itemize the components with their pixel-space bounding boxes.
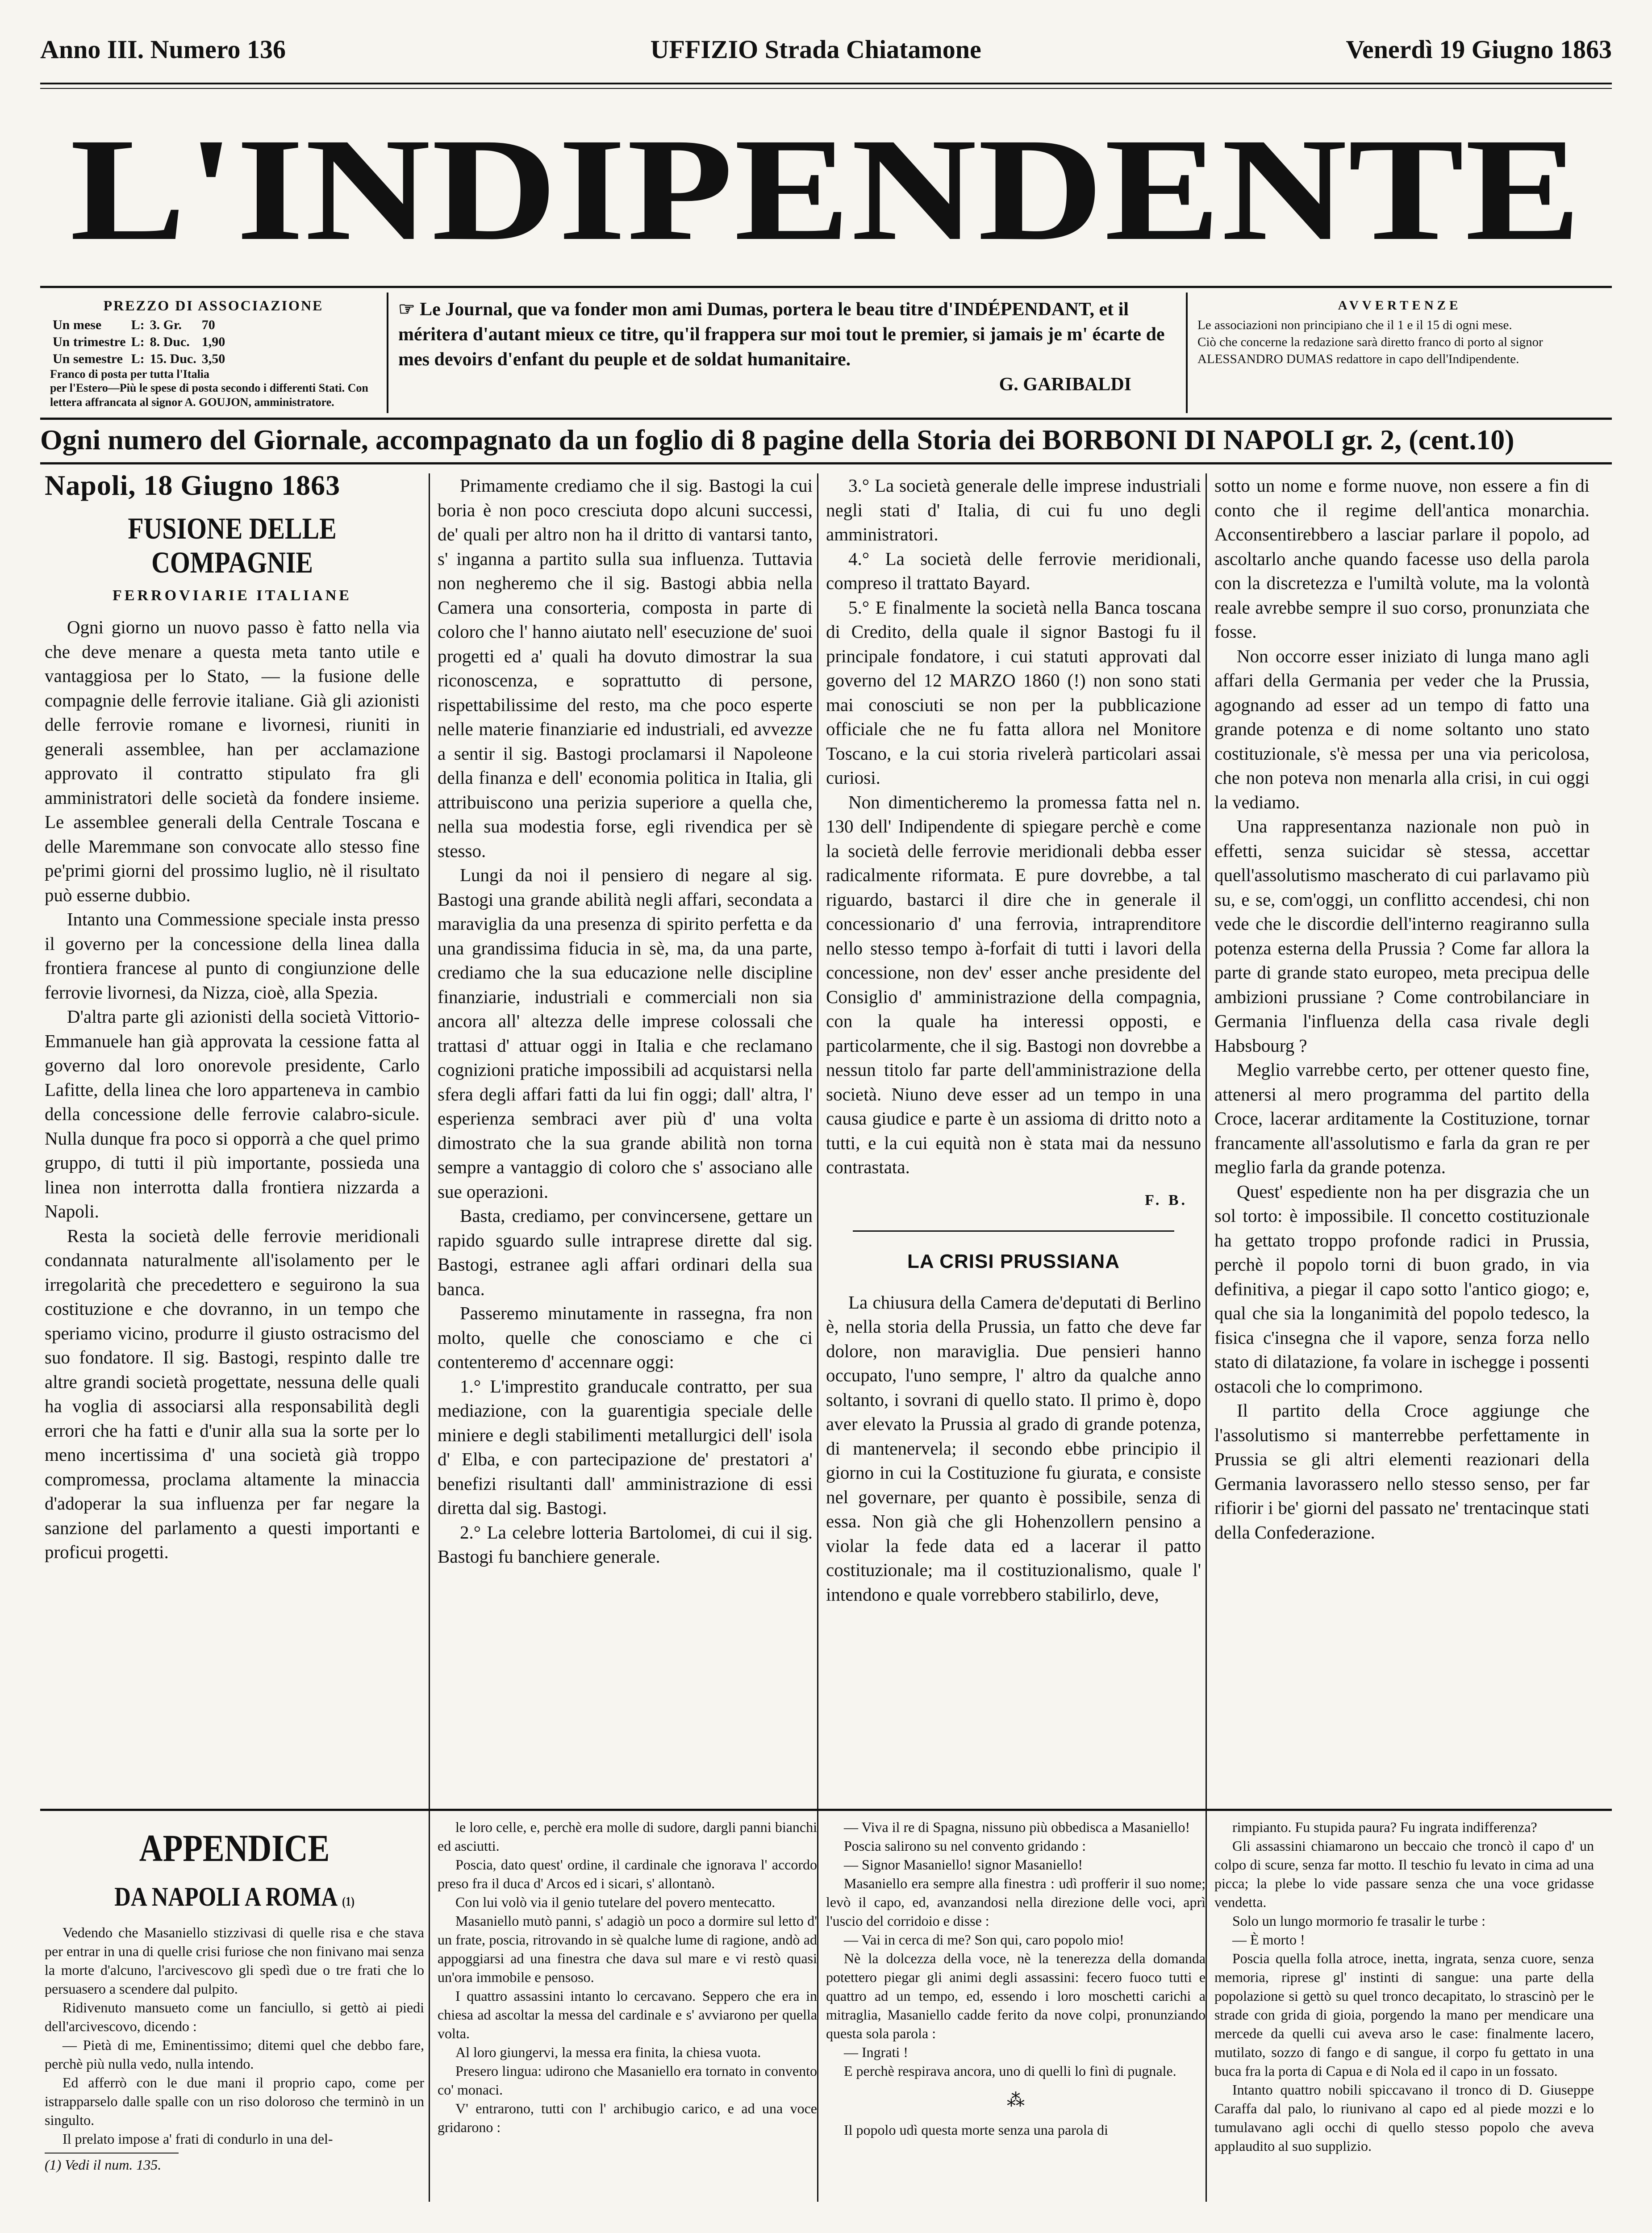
price-period: Un trimestre	[53, 335, 126, 349]
column-rule	[1206, 473, 1207, 2202]
asterism-divider: ⁂	[1007, 2090, 1025, 2110]
infobar-bottom-rule	[40, 418, 1612, 420]
quote-signature: G. GARIBALDI	[999, 374, 1131, 395]
section-divider	[853, 1230, 1174, 1232]
paragraph: E perchè respirava ancora, uno di quelli lo finì di pugnale.	[844, 2063, 1176, 2079]
supplement-banner: Ogni numero del Giornale, accompagnato da un foglio di 8 pagine della Storia dei BORBONI DI NAPOLI gr. 2, (cent.10)	[40, 424, 1514, 456]
paragraph: Quest' espediente non ha per disgrazia che un sol torto: è impossibile. Il concetto costituzionale ha gettato troppo profonde radici in Prussia, perchè il popolo torni di buon grado, in via definitiva, a piegar il capo sotto l'antico giogo; e, qual che sia la longanimità del popolo tedesco, la fisica c'insegna che il vapore, senza forza nello stato di dilatazione, fa volare in ischegge i possenti ostacoli che lo comprimono.	[1214, 1181, 1589, 1397]
paragraph: Il prelato impose a' frati di condurlo in una del-	[63, 2131, 333, 2147]
paragraph: Vedendo che Masaniello stizzivasi di quelle risa e che stava per entrar in una di quelle crisi furiose che non finivano mai senza la morte d'alcuno, l'arcivescovo gli spedì due o tre frati che lo persuasero a scendere dal pulpito.	[45, 1924, 424, 1997]
paragraph: rimpianto. Fu stupida paura? Fu ingrata indifferenza?	[1232, 1819, 1537, 1835]
paragraph: Poscia, dato quest' ordine, il cardinale che ignorava l' accordo preso fra il duca d' Arcos ed i sicari, s' allontanò.	[438, 1857, 817, 1891]
notices	[1188, 293, 1612, 413]
paragraph: 1.° L'imprestito granducale contratto, per sua mediazione, con la guarentigia speciale delle miniere e degli stabilimenti metallurgici dell' isola d' Elba, e con partecipazione de' prestatori a' benefizi risultanti dall' amministrazione di essi diretta dal sig. Bastogi.	[438, 1376, 813, 1518]
paragraph: La chiusura della Camera de'deputati di Berlino è, nella storia della Prussia, un fatto che deve far dolore, non maraviglia. Due pensieri hanno occupato, l'uno sempre, l' altro da qualche anno soltanto, i sovrani di quello stato. Il primo è, dopo aver elevato la Prussia al grado di grande potenza, di mantenervela; il secondo ebbe principio il giorno in cui la Costituzione fu giurata, e consiste nel governare, per quanto è possibile, senza di essa. Non già che gli Hohenzollern pensino a violar la fede data ed a lacerar il patto costituzionale; ma il costituzionalismo, quale l' intendono e quale vorrebbero stabilirlo, deve,	[826, 1292, 1201, 1605]
paragraph: V' entrarono, tutti con l' archibugio carico, e ad una voce gridarono :	[438, 2100, 817, 2135]
garibaldi-quote	[388, 293, 1188, 413]
footnote-mark: (1)	[342, 1895, 355, 1909]
paragraph: 2.° La celebre lotteria Bartolomei, di cui il sig. Bastogi fu banchiere generale.	[438, 1522, 813, 1567]
column-rule	[817, 473, 818, 2202]
paragraph: 5.° E finalmente la società nella Banca toscana di Credito, della quale il signor Bastogi fu il principale fondatore, i cui statuti approvati dal governo del 12 MARZO 1860 (!) non sono stati mai conosciuti se non per la pubblicazione officiale che ne fu fatta allora nel Monitore Toscano, e la cui storia rivelerà particolari assai curiosi.	[826, 597, 1201, 788]
price-value-b: 1,90	[201, 335, 225, 349]
issue-date: Venerdì 19 Giugno 1863	[1346, 34, 1612, 64]
appendix-column-1	[45, 1818, 424, 2233]
paragraph: 4.° La società delle ferrovie meridionali, compreso il trattato Bayard.	[826, 548, 1201, 593]
price-value-a: 15. Duc.	[150, 351, 196, 366]
column-rule	[429, 473, 430, 2202]
article-column-3	[826, 473, 1201, 1804]
prices-heading: PREZZO DI ASSOCIAZIONE	[103, 297, 324, 314]
paragraph: Masaniello era sempre alla finestra : udì profferir il suo nome; levò il capo, ed, avanzandosi nella direzione delle voci, aprì l'uscio del corridoio e disse :	[826, 1875, 1206, 1929]
paragraph: Ridivenuto mansueto come un fanciullo, si gettò ai piedi dell'arcivescovo, dicendo :	[45, 1999, 424, 2034]
dateline: Napoli, 18 Giugno 1863	[45, 473, 341, 501]
section-title: LA CRISI PRUSSIANA	[907, 1250, 1120, 1272]
price-row	[50, 351, 228, 368]
article-headline: FUSIONE DELLE COMPAGNIE	[128, 511, 337, 579]
paragraph: — Pietà di me, Eminentissimo; ditemi quel che debbo fare, perchè più nulla vedo, nulla intendo.	[45, 2037, 424, 2072]
info-bar	[40, 293, 1612, 413]
appendix-column-4	[1214, 1818, 1594, 2233]
subscription-prices	[40, 293, 388, 413]
article-column-1	[45, 473, 420, 1804]
paragraph: Ed afferrò con le due mani il proprio capo, come per istrapparselo dalle spalle con un riso doloroso che terminò in un singulto.	[45, 2074, 424, 2128]
paragraph: Resta la società delle ferrovie meridionali condannata naturalmente all'isolamento per le irregolarità che precedettero e seguirono la sua costituzione e che dovranno, in un tempo che speriamo vicino, produrre il giusto ostracismo del suo fondatore. Il sig. Bastogi, respinto dalle tre altre grandi società progettate, nessuna delle quali ha voglia di associarsi alla responsabilità degli errori che ha fatti e d'unir alla sua la sorte per lo meno incertissima d' una società già troppo compromessa, proclama altamente la minaccia d'adoperar la sua influenza per far negare la sanzione del parlamento a questi importanti e proficui progetti.	[45, 1225, 420, 1562]
paragraph: le loro celle, e, perchè era molle di sudore, dargli panni bianchi ed asciutti.	[438, 1819, 817, 1854]
notices-heading: AVVERTENZE	[1338, 298, 1462, 313]
notice-line: Ciò che concerne la redazione sarà diretto franco di porto al signor ALESSANDRO DUMAS redattore in capo dell'Indipendente.	[1197, 335, 1543, 366]
issue-number: Anno III. Numero 136	[40, 34, 286, 64]
masthead-topline	[40, 31, 1612, 67]
masthead-rule	[40, 83, 1612, 89]
price-currency: L:	[131, 318, 145, 332]
article-signature: F. B.	[1145, 1192, 1188, 1208]
appendix-rule	[40, 1809, 1612, 1811]
paragraph: — Ingrati !	[844, 2044, 908, 2060]
paragraph: Al loro giungervi, la messa era finita, la chiesa vuota.	[455, 2044, 761, 2060]
paragraph: Meglio varrebbe certo, per ottener questo fine, attenersi al mero programma del partito della Croce, lacerar arditamente la Costituzione, tornar francamente all'assolutismo e farla da gran re per meglio farla da grande potenza.	[1214, 1059, 1589, 1177]
article-column-2	[438, 473, 813, 1804]
paragraph: Nè la dolcezza della voce, nè la tenerezza della domanda potettero piegar gli animi degli assassini: fecero fuoco tutti e quattro ad un tempo, ed, essendo i loro moschetti carichi a mitraglia, Masaniello cadde ferito da nove colpi, pronunziando questa sola parola :	[826, 1950, 1206, 2041]
appendix-subtitle-text: DA NAPOLI A ROMA	[114, 1882, 337, 1911]
paragraph: Masaniello mutò panni, s' adagiò un poco a dormire sul letto d' un frate, poscia, ritrovando in sè qualche lume di ragione, andò ad appoggiarsi ad una finestra che dava sul mare e vi restò quasi un'ora immobile e pensoso.	[438, 1913, 817, 1985]
paragraph: Il partito della Croce aggiunge che l'assolutismo si manterrebbe perfettamente in Prussia se gli altri elementi reazionari della Germania lavorassero nello stesso senso, per far rifiorir i be' giorni del passato ne' trentacinque stati della Confederazione.	[1214, 1400, 1589, 1543]
infobar-top-rule	[40, 286, 1612, 288]
paragraph: Passeremo minutamente in rassegna, fra non molto, quelle che conosciamo e che ci contenteremo d' accennare oggi:	[438, 1303, 813, 1372]
paragraph: Gli assassini chiamarono un beccaio che troncò il capo d' un colpo di scure, senza far motto. Il teschio fu levato in cima ad una picca; la plebe lo vide passare senza che una voce gridasse vendetta.	[1214, 1838, 1594, 1910]
paragraph: — Viva il re di Spagna, nissuno più obbedisca a Masaniello!	[844, 1819, 1190, 1835]
paragraph: Poscia quella folla atroce, inetta, ingrata, senza cuore, senza memoria, riprese gl' instinti di sangue: una parte della popolazione si gettò su quel tronco decapitato, lo strascinò per le strade con grida di gioia, porgendo la mano per mendicare una mercede da quelli cui aveva arso le case: finalmente lacero, mutilato, sozzo di fango e di sangue, il corpo fu gettato in una buca fra la porta di Capua e di Nola ed il capo in un fossato.	[1214, 1950, 1594, 2079]
paragraph: Intanto una Commessione speciale insta presso il governo per la concessione della linea dalla frontiera francese al punto di congiunzione delle ferrovie livornesi, da Nizza, cioè, alla Spezia.	[45, 909, 420, 1003]
paragraph: Poscia salirono su nel convento gridando :	[844, 1838, 1086, 1854]
article-column-4	[1214, 473, 1589, 1804]
appendix-column-3	[826, 1818, 1206, 2233]
paragraph: Primamente crediamo che il sig. Bastogi la cui boria è non poco cresciuta dopo alcuni successi, de' quali per altro non ha il dritto di vantarsi tanto, s' inganna a partito sulla sua influenza. Tuttavia non negheremo che il sig. Bastogi abbia nella Camera una consorteria, composta in parte di coloro che l' hanno aiutato nell' esecuzione de' suoi progetti ed a' quali ha dovuto dimostrar la sua riconoscenza, e soprattutto di persone, rispettabilissime del resto, ma che poco esperte nelle materie finanziarie ed industriali, ed avvezze a sentir il sig. Bastogi proclamarsi il Napoleone della finanza e dell' economia politica in Italia, gli attribuiscono una perizia superiore a quella che, nella sua modestia forse, egli rivendica per sè stesso.	[438, 475, 813, 861]
paragraph: Non occorre esser iniziato di lunga mano agli affari della Germania per veder che la Prussia, agognando ad esser ad un tempo di fatto una grande potenza e di nome soltanto uno stato costituzionale, s'è messa per una via pericolosa, che non poteva non menarla alla crisi, in cui oggi la vediamo.	[1214, 645, 1589, 812]
paragraph: — È morto !	[1232, 1932, 1305, 1948]
paragraph: Intanto quattro nobili spiccavano il tronco di D. Giuseppe Caraffa dal palo, lo riunivano al capo ed al piede mozzi e lo tumulavano agli occhi di quello stesso popolo che aveva applaudito al suo supplizio.	[1214, 2082, 1594, 2154]
appendix-title: APPENDICE	[139, 1827, 330, 1869]
price-row	[50, 334, 228, 351]
prices-note: per l'Estero—Più le spese di posta secondo i differenti Stati. Con lettera affrancata al signor A. GOUJON, amministratore.	[50, 381, 368, 409]
paragraph: — Signor Masaniello! signor Masaniello!	[844, 1857, 1083, 1873]
price-region-label: Franco di posta per tutta l'Italia	[50, 368, 210, 381]
price-currency: L:	[131, 335, 145, 349]
price-period: Un semestre	[53, 351, 123, 366]
prices-table	[50, 317, 228, 368]
notice-line: Le associazioni non principiano che il 1 e il 15 di ogni mese.	[1197, 318, 1512, 332]
paragraph: Ogni giorno un nuovo passo è fatto nella via che deve menare a questa meta tanto utile e vantaggiosa per lo Stato, — la fusione delle compagnie delle ferrovie italiane. Già gli azionisti delle ferrovie romane e livornesi, riuniti in generali assemblee, han per acclamazione approvato il contratto stipulato fra gli amministratori delle società da fondere insieme. Le assemblee generali della Centrale Toscana e delle Maremmane son convocate allo stesso fine pe'primi giorni del prossimo luglio, nè il risultato può esserne dubbio.	[45, 617, 420, 905]
banner-rule	[40, 462, 1612, 464]
footnote: (1) Vedi il num. 135.	[45, 2153, 179, 2174]
paragraph: Non dimenticheremo la promessa fatta nel n. 130 dell' Indipendente di spiegare perchè e come la società delle ferrovie meridionali debba esser radicalmente riformata. E pure dovrebbe, a tal riguardo, bastarci il dire che in generale il concessionario d' una ferrovia, intraprenditore nello stesso tempo à-forfait di tutti i lavori della concessione, non dev' esser anche presidente del Consiglio d' amministrazione della compagnia, con la quale ha interessi opposti, e particolarmente, che il sig. Bastogi non dovrebbe a nessun titolo far parte dell'amministrazione della società. Niuno deve esser ad un tempo in una causa giudice e parte è un assioma di dritto noto a tutti, e la cui equità non è stata mai da nessuno contrastata.	[826, 791, 1201, 1177]
paragraph: — Vai in cerca di me? Son qui, caro popolo mio!	[844, 1932, 1124, 1948]
price-value-a: 8. Duc.	[150, 335, 190, 349]
paragraph: Presero lingua: udirono che Masaniello era tornato in convento co' monaci.	[438, 2063, 817, 2098]
price-value-b: 70	[201, 318, 215, 332]
paragraph: sotto un nome e forme nuove, non essere a fin di conto che il regime dell'antica monarchia. Acconsentirebbero a lasciar parlare il popolo, ad ascoltarlo anche quando facesse uso della parola con la discretezza e l'umiltà volute, ma la volontà reale avrebbe sempre il suo corso, pronunziata che fosse.	[1214, 475, 1589, 642]
paragraph: Lungi da noi il pensiero di negare al sig. Bastogi una grande abilità negli affari, secondata a maraviglia da una presenza di spirito perfetta e da una grandissima fiducia in sè, ma, da una parte, crediamo che la sua educazione nelle discipline finanziarie, industriali e commerciali non sia ancora all' altezza delle imprese colossali che trattasi d' attuar oggi in Italia e che reclamano cognizioni pratiche impossibili ad acquistarsi nella sfera degli affari fatti da lui fin oggi; dall' altra, l' esperienza sembraci aver più d' una volta dimostrato che la sua grande abilità non torna sempre a vantaggio di coloro che s' associano alle sue operazioni.	[438, 865, 813, 1202]
price-value-a: 3. Gr.	[150, 318, 182, 332]
office-address: UFFIZIO Strada Chiatamone	[650, 34, 981, 64]
quote-text: ☞ Le Journal, que va fonder mon ami Dumas, portera le beau titre d'INDÉPENDANT, et il méritera d'autant mieux ce titre, qu'il frappera sur moi tout le premier, si jamais je m' écarte de mes devoirs d'enfant du peuple et de soldat humanitaire.	[398, 299, 1165, 370]
paragraph: I quattro assassini intanto lo cercavano. Seppero che era in chiesa ad ascoltar la messa del cardinale e s' avviarono per quella volta.	[438, 1988, 817, 2041]
price-currency: L:	[131, 351, 145, 366]
paragraph: 3.° La società generale delle imprese industriali negli stati d' Italia, di cui fu uno degli amministratori.	[826, 475, 1201, 544]
price-row	[50, 317, 228, 334]
appendix-subtitle	[73, 1882, 396, 1911]
paragraph: Il popolo udì questa morte senza una parola di	[844, 2122, 1108, 2138]
article-subhead: FERROVIARIE ITALIANE	[113, 587, 352, 604]
newspaper-title: L'INDIPENDENTE	[70, 108, 1582, 271]
paragraph: Basta, crediamo, per convincersene, gettare un rapido sguardo sulle intraprese dirette dal sig. Bastogi, estranee agli affari ordinari della sua banca.	[438, 1205, 813, 1299]
price-period: Un mese	[53, 318, 102, 332]
appendix-column-2	[438, 1818, 817, 2233]
price-value-b: 3,50	[201, 351, 225, 366]
paragraph: Con lui volò via il genio tutelare del povero mentecatto.	[455, 1894, 776, 1910]
paragraph: Solo un lungo mormorio fe trasalir le turbe :	[1232, 1913, 1485, 1929]
paragraph: Una rappresentanza nazionale non può in effetti, senza suicidar sè stessa, accettar quell'assolutismo mascherato di cui parlavamo più su, e se, com'oggi, un conflitto accendesi, chi non vede che le discordie dell'interno reagiranno sulla potenza esterna della Prussia ? Come far allora la parte di grande stato europeo, meta precipua delle ambizioni prussiane ? Come controbilanciare in Germania l'influenza della casa rivale degli Habsbourg ?	[1214, 816, 1589, 1056]
paragraph: D'altra parte gli azionisti della società Vittorio-Emmanuele han già approvata la cessione fatta al governo dal loro onorevole presidente, Carlo Lafitte, della linea che loro apparteneva in cambio della concessione delle ferrovie calabro-sicule. Nulla dunque fra poco si opporrà a che quel primo gruppo, di tutti il più importante, possieda una linea non interrotta dalla frontiera nizzarda a Napoli.	[45, 1006, 420, 1221]
